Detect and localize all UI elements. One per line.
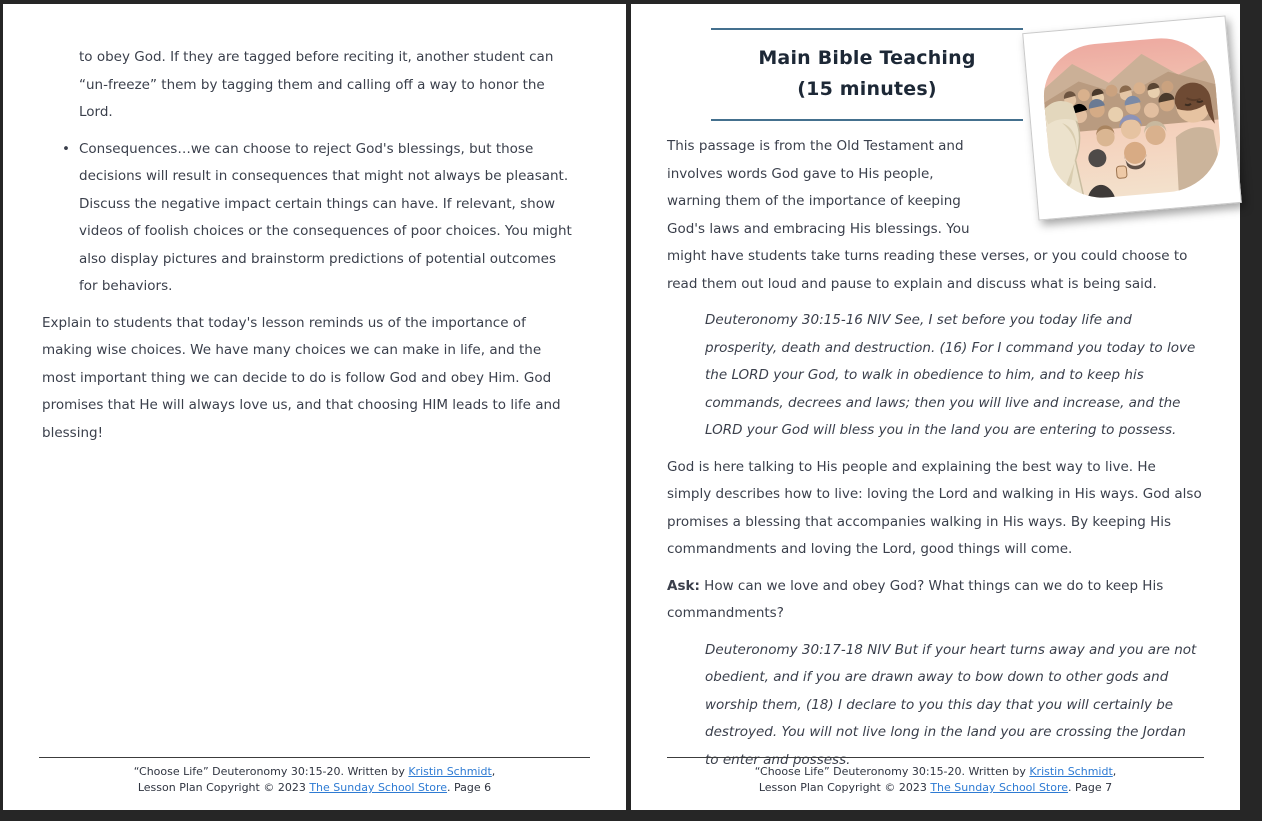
footer-text: “Choose Life” Deuteronomy 30:15-20. Written by (754, 765, 1030, 778)
footer-text: , (491, 765, 496, 778)
ask-paragraph (667, 573, 1202, 628)
bullet-list (42, 136, 572, 301)
author-link[interactable]: Kristin Schmidt (408, 765, 492, 778)
footer-text: . Page 6 (447, 781, 492, 794)
bullet-continuation-paragraph: to obey God. If they are tagged before reciting it, another student can “un-freeze” them by tagging them and calling off a way to honor the Lord. (79, 49, 554, 120)
explain-paragraph: Explain to students that today's lesson reminds us of the importance of making wise choices. We have many choices we can make in life, and the most important thing we can decide to do is follow God and obey Him. God promises that He will always love us, and that choosing HIM leads to life and blessing! (42, 314, 561, 441)
footer-line-1 (667, 764, 1204, 780)
document-page-6 (3, 4, 626, 810)
page-7-content (631, 4, 1240, 774)
intro-paragraph: This passage is from the Old Testament and involves words God gave to His people, warning them of the importance of keeping God's laws and embracing His blessings. You might have students take turns reading these verses, or you could choose to read them out loud and pause to explain and discuss what is being said. (667, 138, 1188, 292)
scripture-quote-deut-30-17-18: Deuteronomy 30:17-18 NIV But if your heart turns away and you are not obedient, and if you are drawn away to bow down to other gods and worship them, (18) I declare to you this day that you will certainly be destroyed. You will not live long in the land you are crossing the Jordan to enter and possess. (705, 641, 1197, 768)
page-6-content (3, 4, 626, 447)
author-link[interactable]: Kristin Schmidt (1029, 765, 1113, 778)
ask-question: How can we love and obey God? What things can we do to keep His commandments? (667, 577, 1164, 621)
page-6-footer (39, 757, 590, 796)
footer-text: Lesson Plan Copyright © 2023 (137, 781, 310, 794)
footer-line-1 (39, 764, 590, 780)
footer-text: “Choose Life” Deuteronomy 30:15-20. Written by (133, 765, 409, 778)
footer-text: Lesson Plan Copyright © 2023 (758, 781, 931, 794)
page-7-footer (667, 757, 1204, 796)
ask-label: Ask: (667, 577, 700, 594)
section-title-block (711, 28, 1023, 121)
photo-text-wrap-spacer (984, 133, 1202, 225)
footer-line-2 (39, 780, 590, 796)
footer-line-2 (667, 780, 1204, 796)
scripture-quote-deut-30-15-16: Deuteronomy 30:15-16 NIV See, I set before you today life and prosperity, death and destruction. (16) For I command you today to love the LORD your God, to walk in obedience to him, and to keep his commands, decrees and laws; then you will live and increase, and the LORD your God will bless you in the land you are entering to possess. (705, 312, 1196, 438)
document-page-7 (631, 4, 1240, 810)
footer-text: . Page 7 (1068, 781, 1113, 794)
commentary-paragraph: God is here talking to His people and explaining the best way to live. He simply describes how to live: loving the Lord and walking in His ways. God also promises a blessing that accompanies walking in His ways. By keeping His commandments and loving the Lord, good things will come. (667, 458, 1202, 557)
section-title-line1: Main Bible Teaching (758, 47, 976, 69)
bullet-item-consequences: • Consequences…we can choose to reject God's blessings, but those decisions will result in consequences that might not always be pleasant. Discuss the negative impact certain things can have. If relevant, show videos of foolish choices or the consequences of poor choices. You might also display pictures and brainstorm predictions of potential outcomes for behaviors. (79, 136, 572, 301)
store-link[interactable]: The Sunday School Store (309, 781, 448, 794)
section-title-line2: (15 minutes) (797, 78, 937, 100)
footer-text: , (1112, 765, 1117, 778)
store-link[interactable]: The Sunday School Store (930, 781, 1069, 794)
